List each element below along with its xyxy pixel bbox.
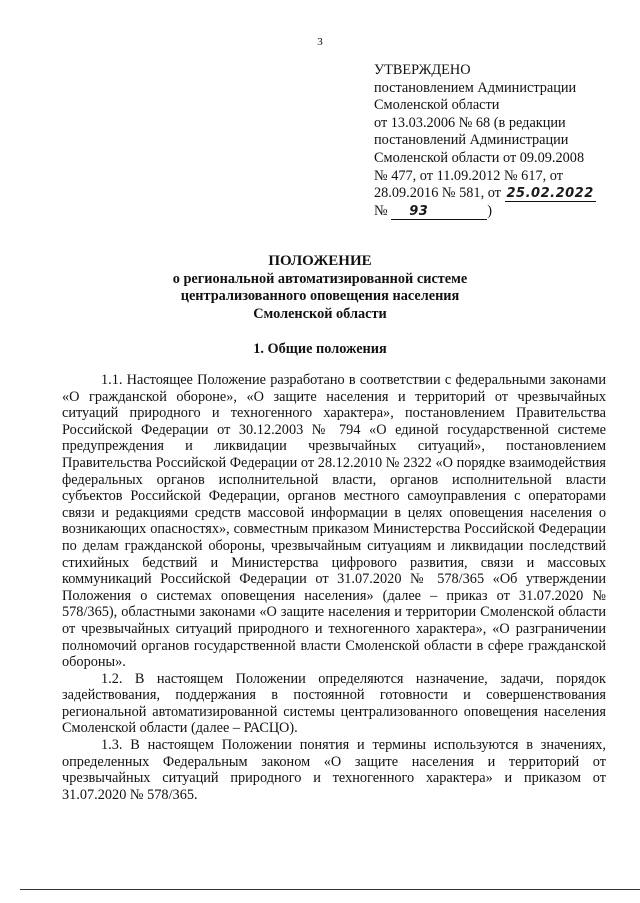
approval-line: № 477, от 11.09.2012 № 617, от: [374, 167, 563, 184]
approval-line: Смоленской области: [374, 97, 500, 114]
section-body: [62, 372, 606, 803]
title-line: централизованного оповещения населения: [180, 288, 460, 305]
title-main: ПОЛОЖЕНИЕ: [268, 253, 372, 269]
number-label: №: [374, 202, 388, 219]
approval-line: постановлением Администрации: [374, 79, 577, 96]
title-line: Смоленской области: [253, 305, 387, 322]
paragraph-1-3: 1.3. В настоящем Положении понятия и термины используются в значениях, определенных Федеральным законом «О защите населения и территорий от чрезвычайных ситуаций природного и техногенного характера» и приказом от 31.07.2020 № 578/365.: [62, 737, 606, 803]
paragraph-1-1: 1.1. Настоящее Положение разработано в соответствии с федеральными законами «О гражданской обороне», «О защите населения и территорий от чрезвычайных ситуаций природного и техногенного характера», постановлением Правительства Российской Федерации от 30.12.2003 № 794 «О единой государственной системе предупреждения и ликвидации чрезвычайных ситуаций», постановлением Правительства Российской Федерации от 28.12.2010 № 2322 «О порядке взаимодействия федеральных органов исполнительной власти, органов исполнительной власти субъектов Российской Федерации, органов местного самоуправления с операторами связи и редакциями средств массовой информации в целях оповещения населения о возникающих опасностях», совместным приказом Министерства Российской Федерации по делам гражданской обороны, чрезвычайным ситуациям и ликвидации последствий стихийных бедствий и Министерства цифрового развития, связи и массовых коммуникаций Российской Федерации от 31.07.2020 № 578/365 «Об утверждении Положения о системах оповещения населения» (далее – приказ от 31.07.2020 № 578/365), областными законами «О защите населения и территории Смоленской области от чрезвычайных ситуаций природного и техногенного характера», «О разграничении полномочий органов государственной власти Смоленской области в сфере гражданской обороны».: [62, 372, 606, 671]
approval-line: УТВЕРЖДЕНО: [374, 62, 471, 78]
approval-line: Смоленской области от 09.09.2008: [374, 149, 585, 166]
handwritten-number: 93: [391, 205, 487, 220]
approval-line: от 13.03.2006 № 68 (в редакции: [374, 114, 566, 131]
footer-divider: [20, 889, 640, 890]
document-title: [0, 253, 640, 323]
approval-line: постановлений Администрации: [374, 132, 569, 149]
approval-line-date: [374, 185, 636, 203]
title-line: о региональной автоматизированной системе: [172, 270, 468, 287]
paragraph-1-2: 1.2. В настоящем Положении определяются назначение, задачи, порядок задействования, поддержания в постоянной готовности и совершенствования региональной автоматизированной системы централизованного оповещения населения Смоленской области (далее – РАСЦО).: [62, 670, 606, 737]
handwritten-date: 25.02.2022: [506, 186, 594, 202]
section-heading: 1. Общие положения: [253, 341, 387, 357]
approval-line-number: [374, 203, 636, 221]
number-suffix: ): [487, 202, 492, 219]
approval-line-prefix: 28.09.2016 № 581, от: [374, 185, 501, 202]
approval-stamp: [374, 62, 636, 220]
page-number: 3: [317, 36, 323, 48]
